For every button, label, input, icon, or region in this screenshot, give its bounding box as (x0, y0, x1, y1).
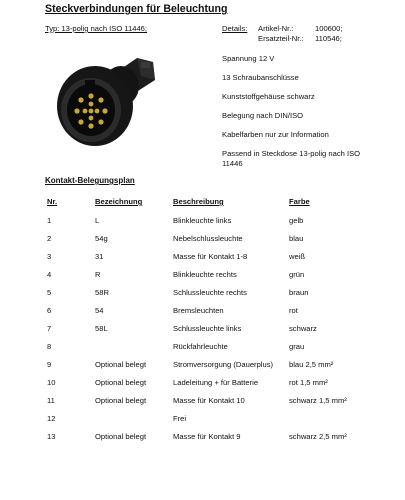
product-photo (55, 40, 160, 148)
row-beschreibung: Stromversorgung (Dauerplus) (173, 360, 274, 369)
row-beschreibung: Frei (173, 414, 187, 423)
table-row (0, 414, 405, 426)
row-nr: 4 (47, 270, 52, 279)
row-farbe: blau (289, 234, 304, 243)
row-beschreibung: Blinkleuchte rechts (173, 270, 237, 279)
row-farbe: rot (289, 306, 298, 315)
row-farbe: gelb (289, 216, 304, 225)
table-row (0, 252, 405, 264)
row-beschreibung: Nebelschlussleuchte (173, 234, 243, 243)
row-nr: 5 (47, 288, 52, 297)
table-row (0, 378, 405, 390)
details-label: Details: (222, 24, 248, 33)
row-nr: 11 (47, 396, 55, 405)
row-farbe: blau 2,5 mm² (289, 360, 334, 369)
table-row (0, 342, 405, 354)
table-row (0, 324, 405, 336)
row-bezeichnung: Optional belegt (95, 432, 147, 441)
spare-part-number-value: 110546; (315, 34, 342, 43)
row-farbe: schwarz 2,5 mm² (289, 432, 347, 441)
row-beschreibung: Schlussleuchte rechts (173, 288, 247, 297)
row-nr: 3 (47, 252, 52, 261)
row-bezeichnung: 31 (95, 252, 104, 261)
table-row (0, 360, 405, 372)
spec-compatibility: Passend in Steckdose 13-polig nach ISO 11446 (222, 149, 361, 168)
row-bezeichnung: 58L (95, 324, 108, 333)
table-row (0, 270, 405, 282)
row-nr: 2 (47, 234, 52, 243)
row-farbe: weiß (289, 252, 306, 261)
row-nr: 9 (47, 360, 52, 369)
row-bezeichnung: Optional belegt (95, 396, 147, 405)
row-bezeichnung: 54 (95, 306, 104, 315)
spec-terminals: 13 Schraubanschlüsse (222, 73, 299, 82)
spec-voltage: Spannung 12 V (222, 54, 275, 63)
spec-assignment: Belegung nach DIN/ISO (222, 111, 304, 120)
row-bezeichnung: R (95, 270, 101, 279)
page-title: Steckverbindungen für Beleuchtung (45, 3, 228, 15)
row-nr: 8 (47, 342, 52, 351)
row-beschreibung: Masse für Kontakt 10 (173, 396, 245, 405)
row-farbe: grün (289, 270, 305, 279)
row-beschreibung: Masse für Kontakt 1-8 (173, 252, 248, 261)
column-header-bezeichnung: Bezeichnung (95, 197, 143, 206)
row-farbe: rot 1,5 mm² (289, 378, 328, 387)
column-header-nr: Nr. (47, 197, 58, 206)
row-bezeichnung: Optional belegt (95, 360, 147, 369)
spec-housing: Kunststoffgehäuse schwarz (222, 92, 315, 101)
row-nr: 7 (47, 324, 52, 333)
article-number-label: Artikel-Nr.: (258, 24, 294, 33)
row-nr: 6 (47, 306, 52, 315)
type-label: Typ: 13-polig nach ISO 11446; (45, 24, 148, 33)
row-nr: 13 (47, 432, 56, 441)
row-farbe: schwarz (289, 324, 317, 333)
row-nr: 10 (47, 378, 56, 387)
table-row (0, 432, 405, 444)
table-row (0, 288, 405, 300)
table-row (0, 216, 405, 228)
row-beschreibung: Rückfahrleuchte (173, 342, 228, 351)
row-nr: 1 (47, 216, 52, 225)
row-farbe: grau (289, 342, 305, 351)
row-beschreibung: Bremsleuchten (173, 306, 224, 315)
row-farbe: schwarz 1,5 mm² (289, 396, 347, 405)
column-header-beschreibung: Beschreibung (173, 197, 224, 206)
table-row (0, 396, 405, 408)
row-beschreibung: Ladeleitung + für Batterie (173, 378, 259, 387)
row-bezeichnung: 58R (95, 288, 109, 297)
row-bezeichnung: Optional belegt (95, 378, 147, 387)
table-row (0, 306, 405, 318)
row-bezeichnung: L (95, 216, 100, 225)
row-beschreibung: Blinkleuchte links (173, 216, 232, 225)
row-bezeichnung: 54g (95, 234, 108, 243)
article-number-value: 100600; (315, 24, 343, 33)
row-beschreibung: Masse für Kontakt 9 (173, 432, 241, 441)
column-header-farbe: Farbe (289, 197, 310, 206)
row-nr: 12 (47, 414, 56, 423)
spare-part-number-label: Ersatzteil-Nr.: (258, 34, 304, 43)
row-farbe: braun (289, 288, 309, 297)
row-beschreibung: Schlussleuchte links (173, 324, 242, 333)
spec-cable-colors: Kabelfarben nur zur Information (222, 130, 329, 139)
table-row (0, 234, 405, 246)
section-heading: Kontakt-Belegungsplan (45, 176, 135, 185)
